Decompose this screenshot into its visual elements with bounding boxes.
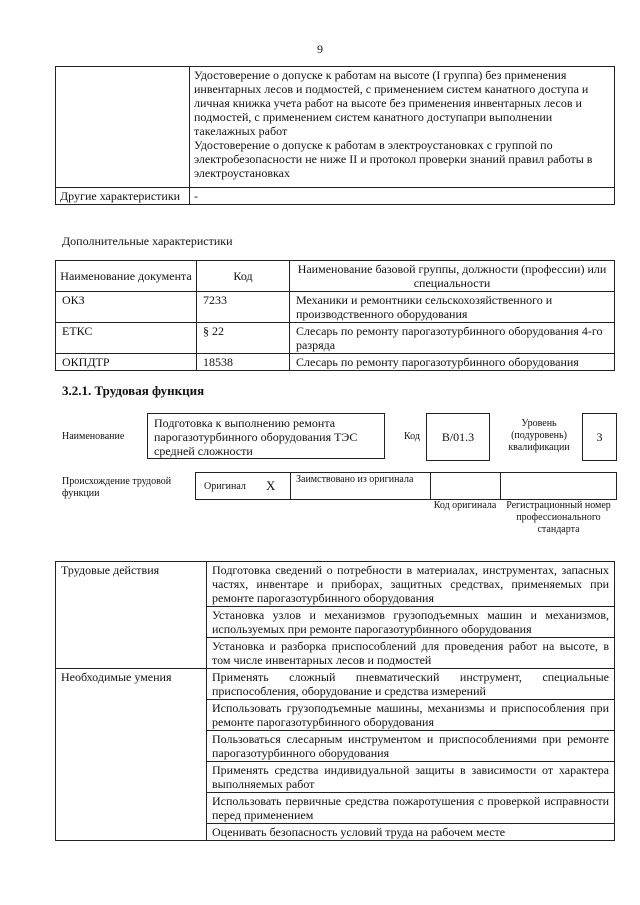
function-heading: 3.2.1. Трудовая функция <box>62 383 205 398</box>
group-label: Трудовые действия <box>56 562 207 669</box>
table-row <box>56 669 615 700</box>
group-label: Необходимые умения <box>56 669 207 841</box>
original-cell <box>196 473 291 499</box>
row-label: Другие характеристики <box>56 188 190 205</box>
borrowed-label: Заимствовано из оригинала <box>296 474 414 485</box>
table-cell: Применять средства индивидуальной защиты в зависимости от характера выполняемых работ <box>207 762 615 793</box>
origin-label: Происхождение трудовой функции <box>62 476 172 499</box>
table-row <box>56 292 615 323</box>
table-cell: ОКЗ <box>56 292 197 323</box>
content-line: Удостоверение о допуске к работам в электроустановках с группой по электробезопасности не ниже II и протокол проверки знаний правил работы в электроустановках <box>194 138 593 180</box>
table-cell: § 22 <box>197 323 290 354</box>
table-cell: Оценивать безопасность условий труда на рабочем месте <box>207 824 615 841</box>
table-cell: Использовать первичные средства пожаротушения с проверкой исправности перед применением <box>207 793 615 824</box>
table-row <box>56 67 615 188</box>
reg-number-cell <box>501 473 616 499</box>
origin-row <box>195 472 617 500</box>
code-original-cell <box>431 473 501 499</box>
content-line: Удостоверение о допуске к работам на высоте (I группа) без применения инвентарных лесов и подмостей, с применением систем канатного доступа и личная книжка учета работ на высоте без применения инвентарных лесов и подмостей, с применением систем канатного доступапри выполнении такелажных работ <box>194 68 589 138</box>
borrowed-cell <box>291 473 431 499</box>
column-header: Код <box>197 261 290 292</box>
qualification-table <box>55 66 615 205</box>
code-label: Код <box>404 431 420 442</box>
name-label: Наименование <box>62 431 125 442</box>
row-content <box>190 67 615 188</box>
function-name: Подготовка к выполнению ремонта парогазотурбинного оборудования ТЭС средней сложности <box>147 413 385 459</box>
table-row <box>56 188 615 205</box>
function-code: B/01.3 <box>426 413 490 461</box>
column-header: Наименование базовой группы, должности (профессии) или специальности <box>290 261 615 292</box>
table-cell: Установка узлов и механизмов грузоподъемных машин и механизмов, используемых при ремонте парогазотурбинного оборудования <box>207 607 615 638</box>
table-cell: ЕТКС <box>56 323 197 354</box>
table-cell: Механики и ремонтники сельскохозяйственного и производственного оборудования <box>290 292 615 323</box>
table-header-row <box>56 261 615 292</box>
row-content <box>190 188 615 205</box>
table-cell: Установка и разборка приспособлений для проведения работ на высоте, в том числе инвентарных лесов и подмостей <box>207 638 615 669</box>
qualification-level: 3 <box>582 413 617 461</box>
page-number: 9 <box>317 42 323 56</box>
table-cell: Подготовка сведений о потребности в материалах, инструментах, запасных частях, инвентаре и приборах, защитных средствах, применяемых при ремонте парогазотурбинного оборудования <box>207 562 615 607</box>
content-line: - <box>194 189 198 203</box>
reg-number-label: Регистрационный номер профессионального стандарта <box>506 500 611 535</box>
code-original-label: Код оригинала <box>433 500 497 511</box>
table-cell: Применять сложный пневматический инструмент, специальные приспособления, оборудование и средства измерений <box>207 669 615 700</box>
table-cell: 7233 <box>197 292 290 323</box>
column-header: Наименование документа <box>56 261 197 292</box>
table-cell: Использовать грузоподъемные машины, механизмы и приспособления при ремонте парогазотурбинного оборудования <box>207 700 615 731</box>
original-mark: X <box>266 478 276 493</box>
level-label: Уровень (подуровень) квалификации <box>508 418 570 453</box>
additional-table <box>55 260 615 371</box>
function-table <box>55 561 615 841</box>
table-cell: Слесарь по ремонту парогазотурбинного оборудования 4-го разряда <box>290 323 615 354</box>
additional-heading: Дополнительные характеристики <box>62 234 233 248</box>
table-row <box>56 354 615 371</box>
table-cell: 18538 <box>197 354 290 371</box>
table-cell: ОКПДТР <box>56 354 197 371</box>
original-label: Оригинал <box>204 481 246 492</box>
table-row <box>56 562 615 607</box>
table-row <box>56 323 615 354</box>
table-cell: Слесарь по ремонту парогазотурбинного оборудования <box>290 354 615 371</box>
row-label <box>56 67 190 188</box>
table-cell: Пользоваться слесарным инструментом и приспособлениями при ремонте парогазотурбинного оборудования <box>207 731 615 762</box>
